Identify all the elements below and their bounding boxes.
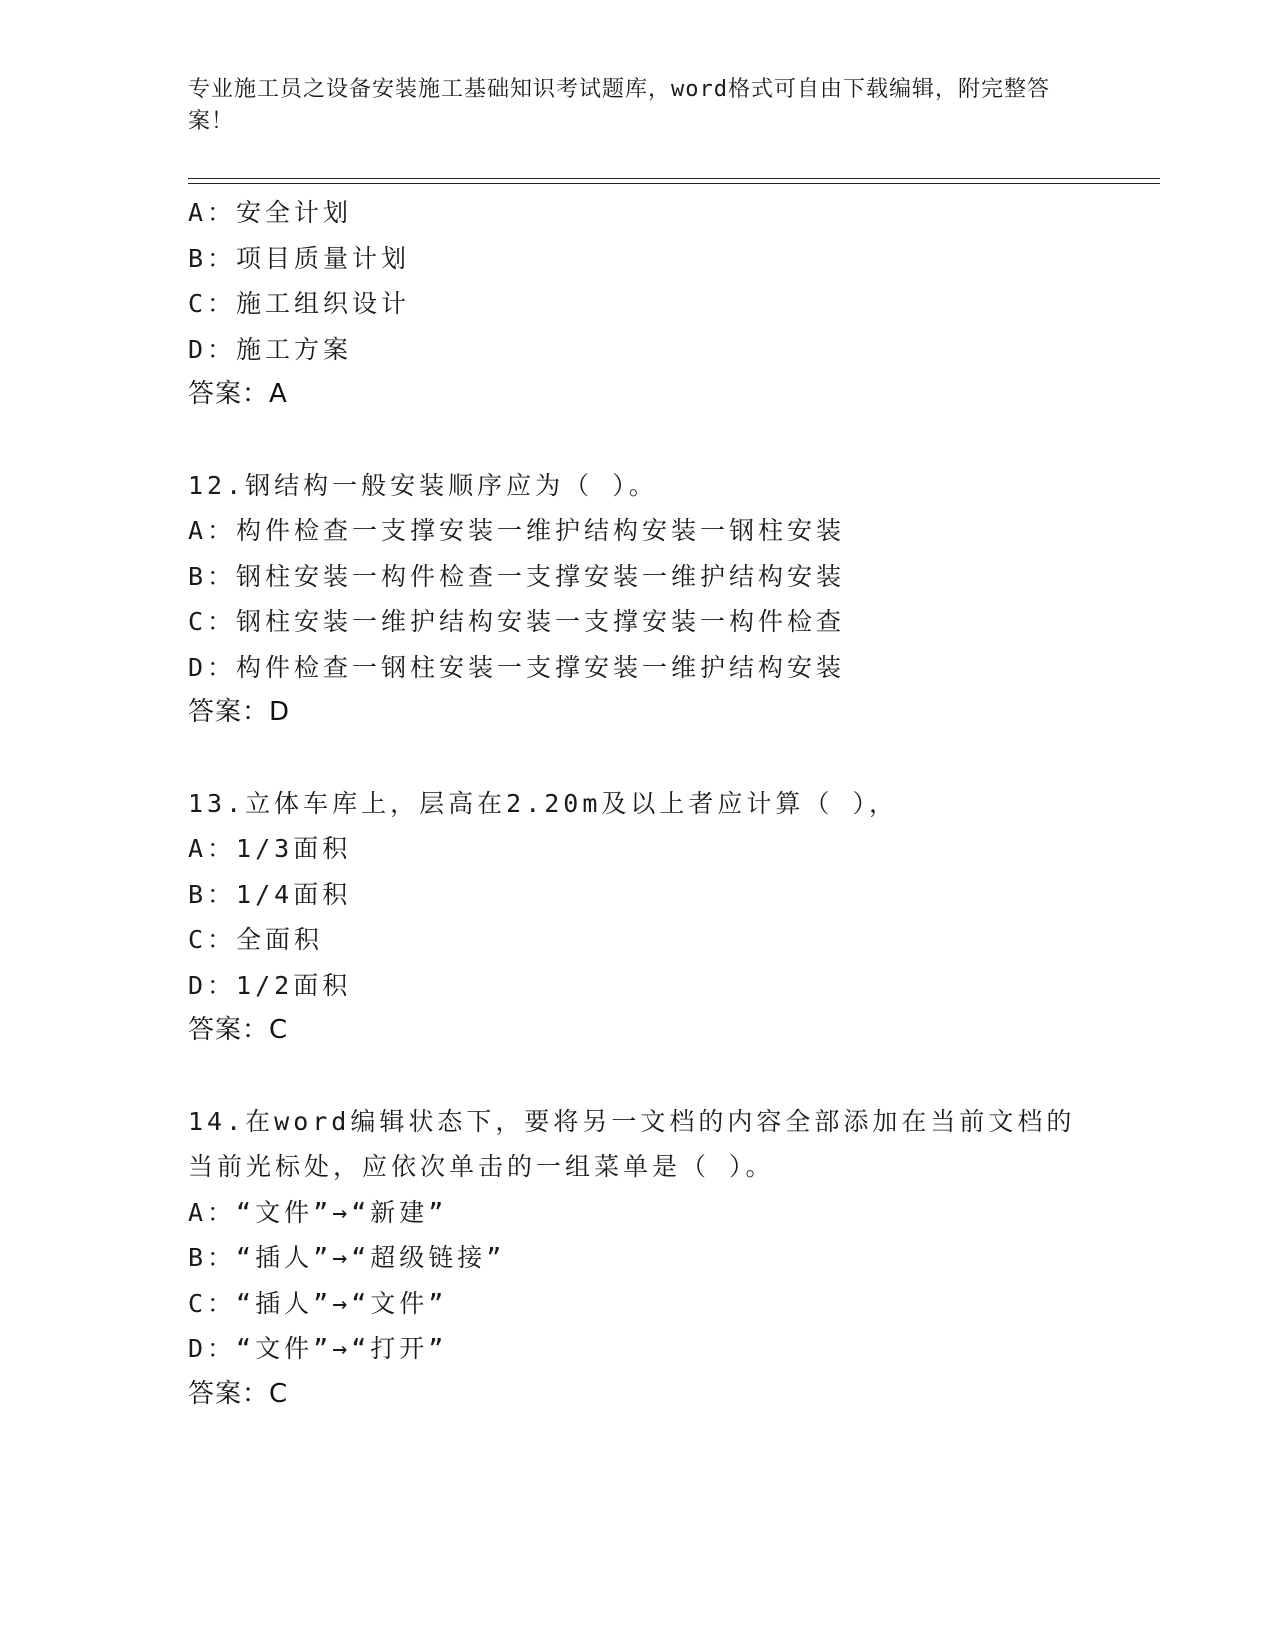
- option-c: C：钢柱安装一维护结构安装一支撑安装一构件检查: [188, 607, 846, 636]
- document-header: 专业施工员之设备安装施工基础知识考试题库，word格式可自由下载编辑，附完整答案！: [188, 77, 1050, 134]
- question-stem: 13.立体车库上，层高在2.20m及以上者应计算（ ），: [188, 788, 898, 818]
- question-14: [188, 1099, 1088, 1418]
- question-spacer: [188, 736, 1088, 781]
- option-d: D：“文件”→“打开”: [188, 1334, 448, 1363]
- option-b: B：钢柱安装一构件检查一支撑安装一维护结构安装: [188, 561, 846, 591]
- option-b: B：项目质量计划: [188, 243, 411, 273]
- option-c: C：全面积: [188, 925, 324, 954]
- question-12: [188, 463, 1088, 736]
- option-d: D：构件检查一钢柱安装一支撑安装一维护结构安装: [188, 652, 846, 682]
- option-a: A：构件检查一支撑安装一维护结构安装一钢柱安装: [188, 516, 846, 545]
- option-d: D：1/2面积: [188, 970, 352, 1000]
- option-c: C：施工组织设计: [188, 289, 411, 318]
- header-divider-top: [188, 178, 1160, 179]
- question-list: [188, 190, 1088, 1417]
- answer-line: 答案：C: [188, 1015, 289, 1045]
- question-spacer: [188, 418, 1088, 463]
- option-b: B：“插人”→“超级链接”: [188, 1243, 506, 1272]
- option-a: A：“文件”→“新建”: [188, 1197, 448, 1227]
- question-11: [188, 190, 1088, 418]
- answer-line: 答案：D: [188, 697, 291, 727]
- question-13: [188, 781, 1088, 1054]
- answer-line: 答案：C: [188, 1378, 289, 1409]
- option-d: D：施工方案: [188, 334, 353, 364]
- option-a: A：1/3面积: [188, 834, 352, 863]
- question-stem: 12.钢结构一般安装顺序应为（ ）。: [188, 470, 658, 500]
- question-stem-line-1: 14.在word编辑状态下，要将另一文档的内容全部添加在当前文档的: [188, 1106, 1076, 1136]
- question-spacer: [188, 1054, 1088, 1099]
- answer-line: 答案：A: [188, 379, 288, 409]
- option-b: B：1/4面积: [188, 879, 352, 909]
- option-a: A：安全计划: [188, 198, 353, 227]
- option-c: C：“插人”→“文件”: [188, 1288, 448, 1318]
- question-stem-line-2: 当前光标处，应依次单击的一组菜单是（ ）。: [188, 1152, 775, 1181]
- header-divider-bottom: [188, 183, 1160, 184]
